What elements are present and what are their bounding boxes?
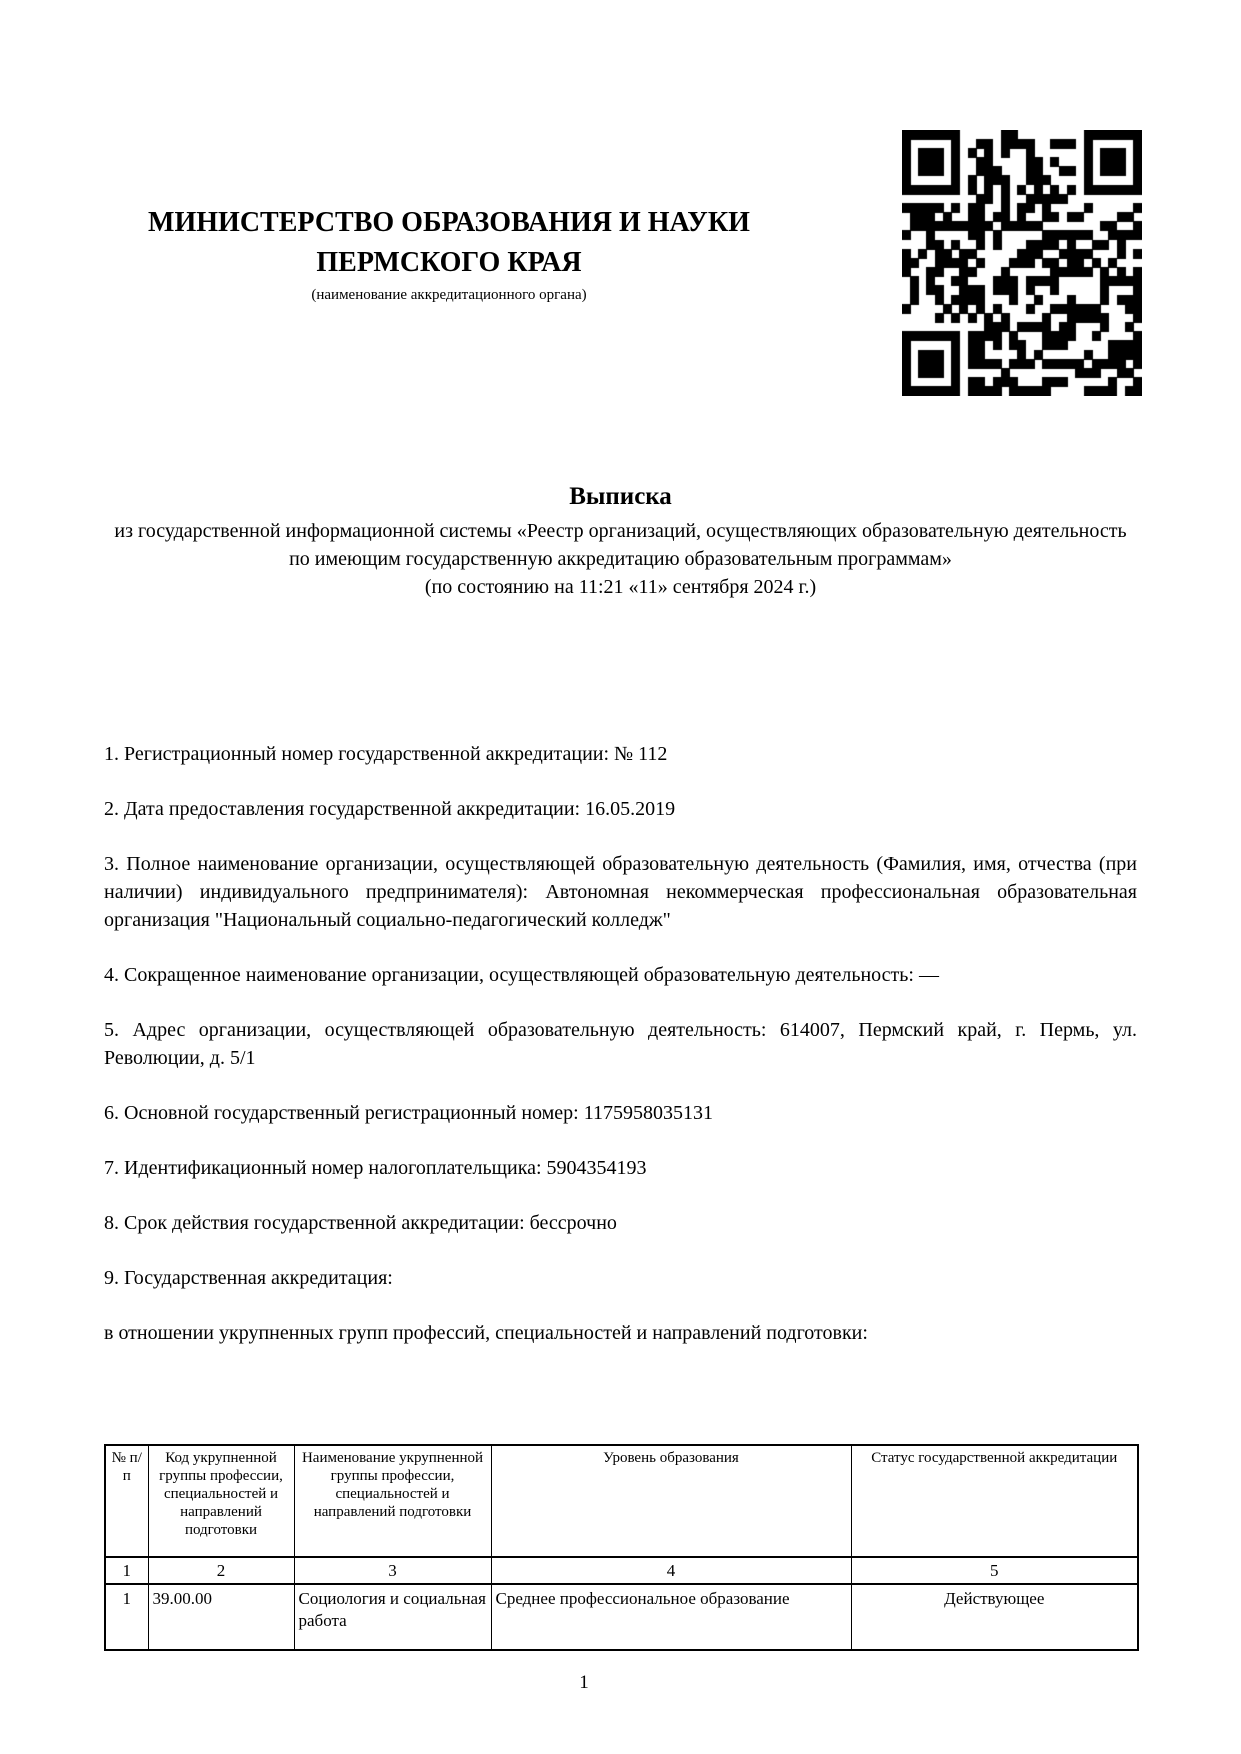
item-accreditation-date: 2. Дата предоставления государственной аккредитации: 16.05.2019 (104, 798, 676, 820)
table-row (105, 1584, 1138, 1650)
cell-row-number: 1 (105, 1584, 148, 1650)
table-header-cell-education-level: Уровень образования (491, 1445, 851, 1557)
item-address: 5. Адрес организации, осуществляющей образовательную деятельность: 614007, Пермский край, г. Пермь, ул. Революции, д. 5/1 (104, 1019, 1137, 1069)
table-header-cell-status: Статус государственной аккредитации (851, 1445, 1138, 1557)
column-number-cell: 4 (491, 1557, 851, 1584)
cell-group-name: Социология и социальная работа (294, 1584, 491, 1650)
column-number-cell: 3 (294, 1557, 491, 1584)
numbered-items (104, 740, 1137, 1374)
title-block (104, 481, 1137, 601)
table-intro-line: в отношении укрупненных групп профессий, специальностей и направлений подготовки: (104, 1322, 868, 1344)
ministry-name-line2: ПЕРМСКОГО КРАЯ (316, 247, 582, 278)
document-title: Выписка (569, 483, 672, 510)
item-ogrn: 6. Основной государственный регистрационный номер: 1175958035131 (104, 1102, 713, 1124)
column-number-cell: 2 (148, 1557, 294, 1584)
item-registration-number: 1. Регистрационный номер государственной аккредитации: № 112 (104, 743, 668, 765)
cell-education-level: Среднее профессиональное образование (491, 1584, 851, 1650)
column-number-cell: 5 (851, 1557, 1138, 1584)
accreditation-table (104, 1444, 1139, 1651)
document-subtitle: из государственной информационной системы «Реестр организаций, осуществляющих образовательную деятельность по имеющим государственную аккредитацию образовательным программам» (114, 520, 1127, 570)
cell-group-code: 39.00.00 (148, 1584, 294, 1650)
qr-code (902, 130, 1142, 396)
page-number: 1 (579, 1672, 589, 1693)
authority-caption: (наименование аккредитационного органа) (311, 287, 587, 303)
item-full-name: 3. Полное наименование организации, осуществляющей образовательную деятельность (Фамилия, имя, отчества (при наличии) индивидуального предпринимателя): Автономная некоммерческая профессиональная образовательная организация "Национальный социально-педагогический колледж" (104, 853, 1137, 931)
accreditation-authority-header (105, 203, 793, 305)
item-short-name: 4. Сокращенное наименование организации, осуществляющей образовательную деятельность: — (104, 964, 939, 986)
item-state-accreditation: 9. Государственная аккредитация: (104, 1267, 393, 1289)
column-number-cell: 1 (105, 1557, 148, 1584)
table-header-cell-group-name: Наименование укрупненной группы профессии, специальностей и направлений подготовки (294, 1445, 491, 1557)
ministry-name-line1: МИНИСТЕРСТВО ОБРАЗОВАНИЯ И НАУКИ (148, 207, 750, 238)
document-date-line: (по состоянию на 11:21 «11» сентября 2024 г.) (424, 576, 817, 598)
cell-status: Действующее (851, 1584, 1138, 1650)
item-inn: 7. Идентификационный номер налогоплательщика: 5904354193 (104, 1157, 647, 1179)
item-validity-period: 8. Срок действия государственной аккредитации: бессрочно (104, 1212, 617, 1234)
table-header-row (105, 1445, 1138, 1557)
column-number-row (105, 1557, 1138, 1584)
table-header-cell-group-code: Код укрупненной группы профессии, специальностей и направлений подготовки (148, 1445, 294, 1557)
table-header-cell-number: № п/п (105, 1445, 148, 1557)
